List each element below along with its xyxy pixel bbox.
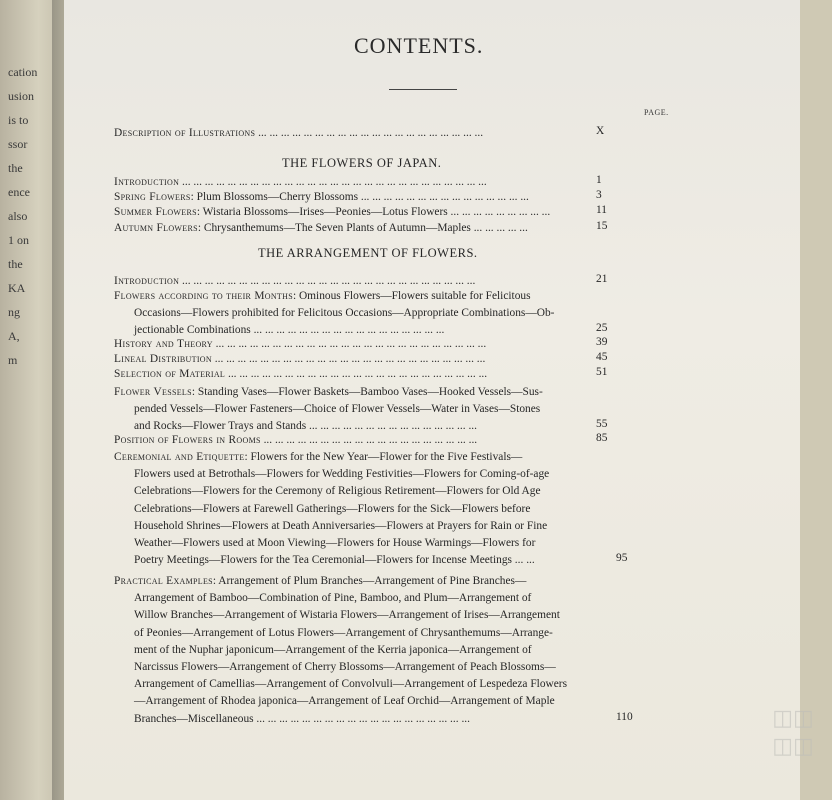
toc-entry-continuation: Celebrations—Flowers at Farewell Gatherings—Flowers for the Sick—Flowers before bbox=[134, 502, 531, 515]
toc-entry bbox=[114, 191, 529, 203]
page-number: 3 bbox=[596, 189, 602, 201]
toc-entry-heading: Summer Flowers bbox=[114, 206, 197, 218]
left-page-text bbox=[8, 60, 48, 372]
page-number: 39 bbox=[596, 336, 608, 348]
toc-entry-text: ... ... ... ... ... ... ... ... ... ... ... ... ... ... ... ... ... ... ... ... ... ... ... bbox=[225, 368, 488, 380]
toc-entry-continuation: —Arrangement of Rhodea japonica—Arrangement of Leaf Orchid—Arrangement of Maple bbox=[134, 695, 555, 708]
page-number: 25 bbox=[596, 322, 608, 335]
toc-entry-continuation: and Rocks—Flower Trays and Stands ... ... ... ... ... ... ... ... ... ... ... ... ... ... ... bbox=[134, 420, 477, 433]
toc-entry-continuation: Willow Branches—Arrangement of Wistaria Flowers—Arrangement of Irises—Arrangement bbox=[134, 609, 560, 622]
toc-entry-continuation: Branches—Miscellaneous ... ... ... ... ... ... ... ... ... ... ... ... ... ... ... ... ... ... ... bbox=[134, 712, 470, 725]
left-page-fragment: usion bbox=[8, 89, 35, 103]
page-number: 51 bbox=[596, 366, 608, 378]
toc-entry-heading: History and Theory bbox=[114, 338, 213, 350]
toc-entry-heading: Flowers according to their Months bbox=[114, 290, 293, 302]
toc-entry-heading: Lineal Distribution bbox=[114, 353, 212, 365]
left-page-fragment: ssor bbox=[8, 137, 28, 151]
page-number: 11 bbox=[596, 204, 607, 216]
left-page-fragment: the bbox=[8, 257, 23, 271]
toc-entry-heading: Selection of Material bbox=[114, 368, 226, 380]
toc-entry-text: : Plum Blossoms—Cherry Blossoms ... ... ... ... ... ... ... ... ... ... ... ... ... ... ... bbox=[190, 191, 529, 203]
left-page-fragment: A, bbox=[8, 329, 20, 343]
left-page-fragment: KA bbox=[8, 281, 26, 295]
toc-entry-heading: Description of Illustrations bbox=[114, 127, 256, 139]
toc-entry-continuation: ment of the Nuphar japonicum—Arrangement of the Kerria japonica—Arrangement of bbox=[134, 643, 532, 656]
toc-entry-text: ... ... ... ... ... ... ... ... ... ... ... ... ... ... ... ... ... ... ... ... ... ... ... ... bbox=[212, 338, 487, 350]
toc-entry bbox=[114, 434, 477, 446]
page-number: 95 bbox=[616, 552, 628, 565]
contents-page bbox=[64, 0, 814, 800]
left-page-fragment: m bbox=[8, 353, 18, 367]
toc-entry-heading: Introduction bbox=[114, 176, 180, 188]
toc-entry-continuation: Arrangement of Camellias—Arrangement of Convolvuli—Arrangement of Lespedeza Flowers bbox=[134, 678, 568, 691]
toc-entry-continuation: Flowers used at Betrothals—Flowers for Wedding Festivities—Flowers for Coming-of-age bbox=[134, 468, 550, 481]
seal-stamp: ◫◫ ◫◫ bbox=[772, 705, 814, 758]
left-page-fragment: 1 on bbox=[8, 233, 29, 247]
toc-entry-text: ... ... ... ... ... ... ... ... ... ... ... ... ... ... ... ... ... ... ... ... ... ... ... ... ... ... bbox=[179, 275, 476, 287]
page-number: 55 bbox=[596, 418, 608, 431]
toc-entry-heading: Position of Flowers in Rooms bbox=[114, 434, 261, 446]
left-page-fragment: the bbox=[8, 161, 23, 175]
left-page-fragment: also bbox=[8, 209, 28, 223]
toc-entry-text: : Standing Vases—Flower Baskets—Bamboo Vases—Hooked Vessels—Sus- bbox=[191, 386, 543, 398]
toc-entry-continuation: Weather—Flowers used at Moon Viewing—Flowers for House Warmings—Flowers for bbox=[134, 537, 536, 549]
toc-entry bbox=[114, 127, 483, 139]
toc-entry-text: : Wistaria Blossoms—Irises—Peonies—Lotus Flowers ... ... ... ... ... ... ... ... ... bbox=[196, 206, 551, 218]
toc-entry-continuation: jectionable Combinations ... ... ... ... ... ... ... ... ... ... ... ... ... ... ... ... ... bbox=[134, 324, 445, 337]
toc-entry bbox=[114, 176, 487, 188]
toc-entry-heading: Ceremonial and Etiquette bbox=[114, 451, 245, 463]
toc-entry bbox=[114, 222, 528, 234]
toc-entry-continuation: Narcissus Flowers—Arrangement of Cherry Blossoms—Arrangement of Peach Blossoms— bbox=[134, 661, 556, 673]
toc-entry bbox=[114, 353, 485, 365]
page-number: 1 bbox=[596, 174, 602, 186]
toc-entry bbox=[114, 206, 550, 218]
page-number: 110 bbox=[616, 710, 633, 723]
left-page-fragment: ence bbox=[8, 185, 30, 199]
page-number: 45 bbox=[596, 351, 608, 363]
title-rule bbox=[389, 89, 457, 90]
toc-entry-continuation: of Peonies—Arrangement of Lotus Flowers—Arrangement of Chrysanthemums—Arrange- bbox=[134, 626, 553, 639]
page-number: X bbox=[596, 125, 605, 137]
toc-entry bbox=[114, 338, 486, 350]
toc-entry-continuation: Celebrations—Flowers for the Ceremony of Religious Retirement—Flowers for Old Age bbox=[134, 485, 541, 498]
toc-entry-heading: Introduction bbox=[114, 275, 180, 287]
toc-entry-continuation: Poetry Meetings—Flowers for the Tea Ceremonial—Flowers for Incense Meetings ... ... bbox=[134, 554, 535, 567]
toc-entry bbox=[114, 575, 526, 587]
toc-entry-continuation: Household Shrines—Flowers at Death Anniversaries—Flowers at Prayers for Rain or Fine bbox=[134, 519, 548, 532]
toc-entry-heading: Autumn Flowers bbox=[114, 222, 198, 234]
toc-entry-heading: Practical Examples bbox=[114, 575, 213, 587]
toc-entry-text: : Flowers for the New Year—Flower for the Five Festivals— bbox=[244, 451, 523, 463]
section-heading: THE ARRANGEMENT OF FLOWERS. bbox=[258, 246, 478, 260]
toc-entry-text: : Chrysanthemums—The Seven Plants of Autumn—Maples ... ... ... ... ... bbox=[197, 222, 528, 234]
toc-entry-text: ... ... ... ... ... ... ... ... ... ... ... ... ... ... ... ... ... ... ... ... ... ... ... ... bbox=[211, 353, 486, 365]
toc-entry-continuation: pended Vessels—Flower Fasteners—Choice of Flower Vessels—Water in Vases—Stones bbox=[134, 403, 541, 416]
toc-entry bbox=[114, 368, 487, 380]
toc-entry bbox=[114, 451, 522, 463]
left-page-fragment: ng bbox=[8, 305, 20, 319]
toc-entry-text: : Ominous Flowers—Flowers suitable for Felicitous bbox=[292, 290, 531, 302]
toc-entry-text: ... ... ... ... ... ... ... ... ... ... ... ... ... ... ... ... ... ... ... bbox=[260, 434, 478, 446]
page-number: 15 bbox=[596, 220, 608, 232]
toc-entry-heading: Flower Vessels bbox=[114, 386, 192, 398]
page-title: CONTENTS. bbox=[354, 33, 484, 58]
toc-entry bbox=[114, 275, 475, 287]
toc-entry-text: ... ... ... ... ... ... ... ... ... ... ... ... ... ... ... ... ... ... ... ... ... ... ... ... ... ... ... bbox=[179, 176, 487, 188]
toc-entry bbox=[114, 386, 543, 398]
toc-entry-text: : Arrangement of Plum Branches—Arrangement of Pine Branches— bbox=[212, 575, 527, 587]
page-number: 85 bbox=[596, 432, 608, 444]
toc-entry-continuation: Occasions—Flowers prohibited for Felicitous Occasions—Appropriate Combinations—Ob- bbox=[134, 307, 555, 320]
toc-entry-continuation: Arrangement of Bamboo—Combination of Pine, Bamboo, and Plum—Arrangement of bbox=[134, 592, 532, 605]
left-page-fragment: cation bbox=[8, 65, 38, 79]
toc-entry-text: ... ... ... ... ... ... ... ... ... ... ... ... ... ... ... ... ... ... ... ... bbox=[255, 127, 484, 139]
toc-entry bbox=[114, 290, 531, 302]
page-column-label: PAGE. bbox=[644, 108, 669, 117]
page-number: 21 bbox=[596, 273, 608, 285]
section-heading: THE FLOWERS OF JAPAN. bbox=[282, 156, 442, 170]
left-page-fragment: is to bbox=[8, 113, 29, 127]
toc-entry-heading: Spring Flowers bbox=[114, 191, 191, 203]
